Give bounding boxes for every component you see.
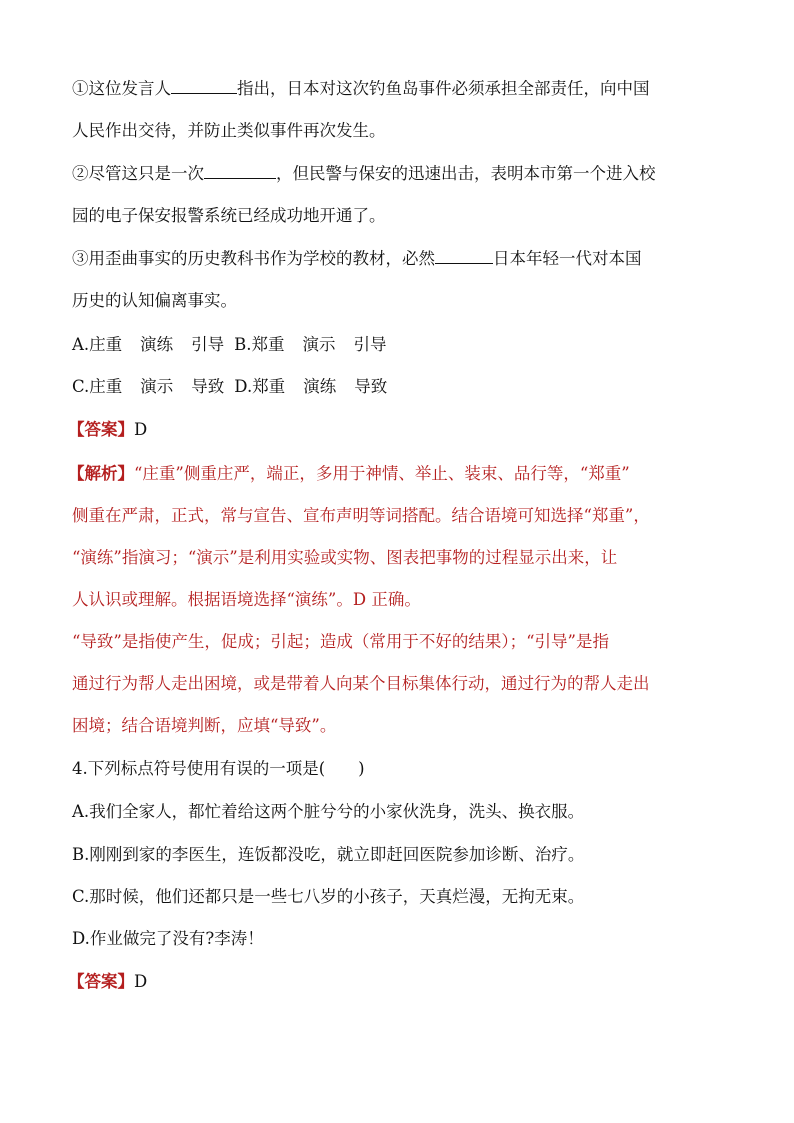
sentence-1 [72,78,650,100]
sentence-3-pre: ③用歪曲事实的历史教科书作为学校的教材，必然 [72,249,435,268]
options-row-2 [72,376,387,398]
sentence-2 [72,163,656,185]
option-a-word-2: 演练 [140,335,174,354]
option-b-word-3: 引导 [353,335,387,354]
option-b-word-1: B.郑重 [234,335,285,354]
option-d-word-1: D.郑重 [234,377,286,396]
q4-answer [68,971,147,993]
q4-stem: 4.下列标点符号使用有误的一项是( ) [72,759,365,778]
analysis-line-4: 人认识或理解。根据语境选择“演练”。D 正确。 [72,590,421,609]
sentence-3 [72,248,642,270]
option-b-word-2: 演示 [302,335,336,354]
sentence-2-post: ，但民警与保安的迅速出击，表明本市第一个进入校 [276,164,656,183]
option-a-word-1: A.庄重 [72,335,123,354]
analysis-label: 【解析】 [68,464,134,483]
options-row-1 [72,334,387,356]
q3-answer [68,419,147,441]
analysis-line-6: 通过行为帮人走出困境，或是带着人向某个目标集体行动，通过行为的帮人走出 [72,674,650,693]
q4-option-d: D.作业做完了没有?李涛！ [72,929,264,948]
option-d-word-2: 演练 [303,377,337,396]
sentence-1-post: 指出，日本对这次钓鱼岛事件必须承担全部责任，向中国 [237,79,650,98]
q4-answer-label: 【答案】 [68,972,134,991]
analysis-line-5: “导致”是指使产生，促成；引起；造成（常用于不好的结果）；“引导”是指 [72,632,609,651]
analysis-line-3: “演练”指演习；“演示”是利用实验或实物、图表把事物的过程显示出来，让 [72,548,618,567]
blank-2 [204,164,276,179]
option-c-word-2: 演示 [140,377,174,396]
answer-label: 【答案】 [68,420,134,439]
sentence-3-cont: 历史的认知偏离事实。 [72,291,237,310]
q4-option-a: A.我们全家人，都忙着给这两个脏兮兮的小家伙洗身，洗头、换衣服。 [72,802,585,821]
sentence-1-pre: ①这位发言人 [72,79,171,98]
sentence-2-cont: 园的电子保安报警系统已经成功地开通了。 [72,206,386,225]
blank-1 [171,79,237,94]
option-c-word-1: C.庄重 [72,377,123,396]
q4-option-b: B.刚刚到家的李医生，连饭都没吃，就立即赶回医院参加诊断、治疗。 [72,845,585,864]
analysis-line-2: 侧重在严肃，正式，常与宣告、宣布声明等词搭配。结合语境可知选择“郑重”， [72,506,650,525]
sentence-2-pre: ②尽管这只是一次 [72,164,204,183]
analysis-line-1: 【解析】“庄重”侧重庄严，端正，多用于神情、举止、装束、品行等，“郑重” [68,464,630,483]
q4-option-c: C.那时候，他们还都只是一些七八岁的小孩子，天真烂漫，无拘无束。 [72,887,585,906]
answer-value: D [134,420,148,439]
sentence-1-cont: 人民作出交待，并防止类似事件再次发生。 [72,121,386,140]
option-a-word-3: 引导 [191,335,225,354]
q4-answer-value: D [134,972,148,991]
option-d-word-3: 导致 [354,377,388,396]
option-c-word-3: 导致 [191,377,225,396]
analysis-line-7: 困境；结合语境判断，应填“导致”。 [72,716,337,735]
sentence-3-post: 日本年轻一代对本国 [493,249,642,268]
blank-3 [435,249,493,264]
